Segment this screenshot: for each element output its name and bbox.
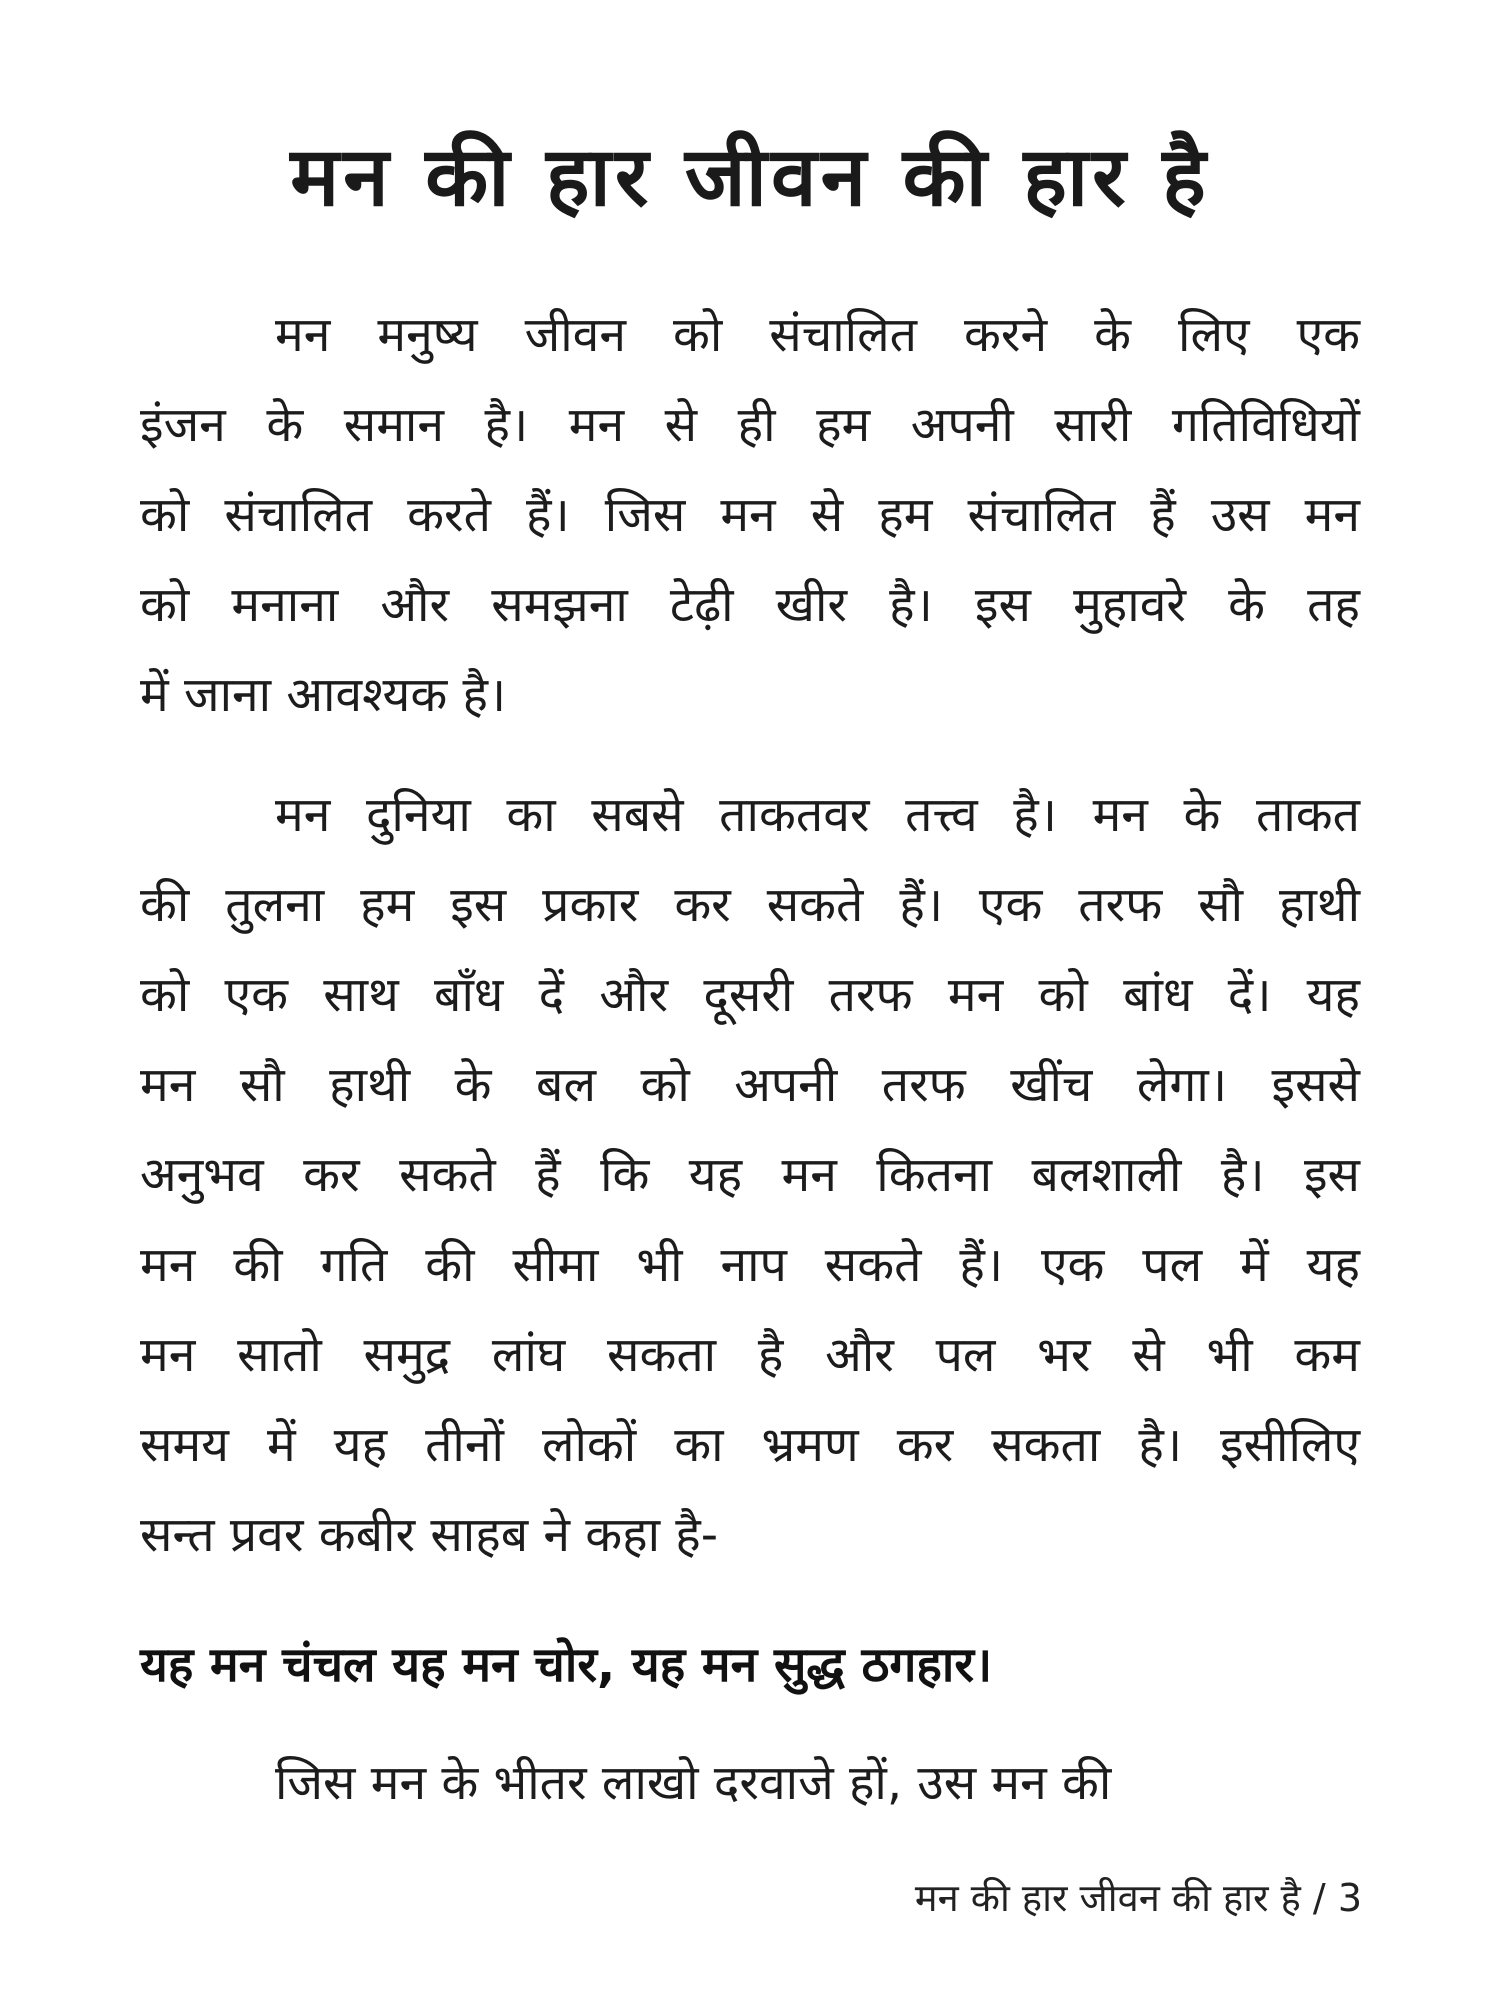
page-title: मन की हार जीवन की हार है — [290, 130, 1210, 225]
paragraph-line: जिस मन के भीतर लाखो दरवाजे हों, उस मन की — [275, 1755, 1112, 1811]
paragraph-line: अनुभव कर सकते हैं कि यह मन कितना बलशाली है। इस — [140, 1147, 1360, 1203]
paragraph-line: मन दुनिया का सबसे ताकतवर तत्त्व है। मन के ताकत — [275, 787, 1360, 843]
paragraph-line: को एक साथ बाँध दें और दूसरी तरफ मन को बांध दें। यह — [140, 967, 1360, 1023]
paragraph-line: मन सौ हाथी के बल को अपनी तरफ खींच लेगा। इससे — [140, 1057, 1360, 1113]
page-number: 3 — [1337, 1876, 1362, 1920]
paragraph-2 — [140, 770, 1360, 1580]
page-footer — [915, 1868, 1362, 1928]
paragraph-line: की तुलना हम इस प्रकार कर सकते हैं। एक तरफ सौ हाथी — [140, 877, 1360, 933]
paragraph-line: को संचालित करते हैं। जिस मन से हम संचालित हैं उस मन — [140, 487, 1360, 543]
paragraph-line: मन सातो समुद्र लांघ सकता है और पल भर से भी कम — [140, 1327, 1360, 1383]
paragraph-line: मन मनुष्य जीवन को संचालित करने के लिए एक — [275, 307, 1360, 363]
running-title: मन की हार जीवन की हार है — [914, 1876, 1301, 1920]
paragraph-line: मन की गति की सीमा भी नाप सकते हैं। एक पल में यह — [140, 1237, 1360, 1293]
paragraph-line: समय में यह तीनों लोकों का भ्रमण कर सकता है। इसीलिए — [140, 1417, 1360, 1473]
paragraph-1 — [140, 290, 1360, 740]
footer-separator: / — [1312, 1876, 1326, 1920]
paragraph-line: में जाना आवश्यक है। — [140, 667, 507, 723]
paragraph-line: को मनाना और समझना टेढ़ी खीर है। इस मुहावरे के तह — [140, 577, 1360, 633]
paragraph-line: सन्त प्रवर कबीर साहब ने कहा है- — [140, 1507, 719, 1563]
kabir-couplet: यह मन चंचल यह मन चोर, यह मन सुद्ध ठगहार। — [140, 1637, 993, 1693]
paragraph-3 — [140, 1738, 1360, 1828]
paragraph-line: इंजन के समान है। मन से ही हम अपनी सारी गतिविधियों — [140, 397, 1360, 453]
